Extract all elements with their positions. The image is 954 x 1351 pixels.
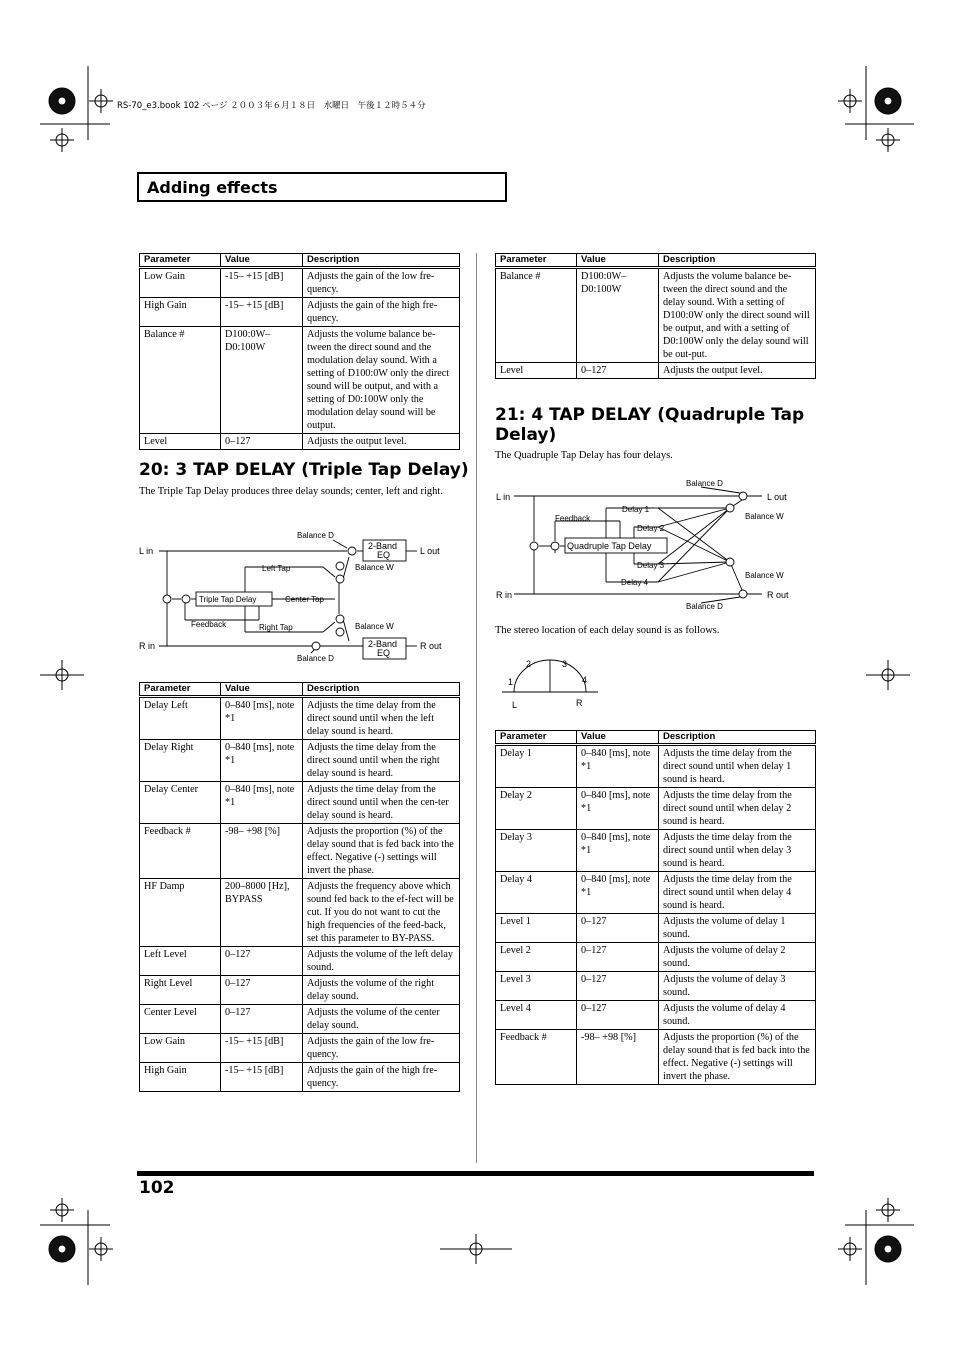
footer-rule [137, 1171, 814, 1176]
header-parameter: Parameter [140, 683, 221, 697]
label-delay-3: Delay 3 [637, 561, 665, 570]
cell-description: Adjusts the output level. [303, 434, 460, 450]
cell-parameter: Balance # [496, 268, 577, 363]
cell-value: -15– +15 [dB] [221, 298, 303, 327]
table-row [496, 788, 816, 830]
table-row [496, 1030, 816, 1085]
stereo-label-r: R [576, 698, 583, 708]
label-right-tap: Right Tap [259, 623, 293, 632]
triple-tap-delay-diagram [137, 527, 459, 667]
header-parameter: Parameter [496, 731, 577, 745]
label-triple-tap-delay: Triple Tap Delay [199, 595, 257, 604]
cell-parameter: Balance # [140, 327, 221, 434]
section-21-title: 21: 4 TAP DELAY (Quadruple Tap Delay) [495, 405, 805, 445]
label-balance-d-bottom-quad: Balance D [686, 602, 723, 611]
cell-parameter: Level 4 [496, 1001, 577, 1030]
cell-parameter: Delay 3 [496, 830, 577, 872]
cell-parameter: Low Gain [140, 1034, 221, 1063]
cell-description: Adjusts the output level. [659, 363, 816, 379]
cell-value: 0–127 [221, 976, 303, 1005]
cell-description: Adjusts the proportion (%) of the delay sound that is fed back into the effect. Negative (-) settings will invert the phase. [659, 1030, 816, 1085]
stereo-label-2: 2 [526, 659, 532, 669]
cell-parameter: Delay 1 [496, 745, 577, 788]
cell-description: Adjusts the volume of the left delay sound. [303, 947, 460, 976]
cell-value: D100:0W–D0:100W [577, 268, 659, 363]
label-balance-d-top: Balance D [297, 531, 334, 540]
cell-description: Adjusts the proportion (%) of the delay sound that is fed back into the effect. Negative (-) settings will invert the phase. [303, 824, 460, 879]
table-row [496, 943, 816, 972]
page-number: 102 [139, 1178, 175, 1198]
label-r-out-quad: R out [767, 590, 789, 600]
cell-parameter: Feedback # [496, 1030, 577, 1085]
table-row [140, 327, 460, 434]
table-row [496, 1001, 816, 1030]
cell-value: D100:0W–D0:100W [221, 327, 303, 434]
cell-description: Adjusts the time delay from the direct sound until when the left delay sound is heard. [303, 697, 460, 740]
cell-description: Adjusts the gain of the low fre-quency. [303, 1034, 460, 1063]
table-row [496, 745, 816, 788]
cell-value: 0–840 [ms], note *1 [221, 697, 303, 740]
cell-description: Adjusts the time delay from the direct sound until when delay 3 sound is heard. [659, 830, 816, 872]
parameter-table-continued-right [495, 253, 816, 379]
header-value: Value [577, 254, 659, 268]
table-row [140, 782, 460, 824]
header-description: Description [659, 731, 816, 745]
label-delay-1: Delay 1 [622, 505, 650, 514]
cell-value: 0–127 [577, 972, 659, 1001]
parameter-table-quadruple-tap-delay [495, 730, 816, 1085]
cell-parameter: Right Level [140, 976, 221, 1005]
cell-parameter: Delay Left [140, 697, 221, 740]
cell-description: Adjusts the time delay from the direct sound until when the cen-ter delay sound is heard. [303, 782, 460, 824]
label-balance-w-top-quad: Balance W [745, 512, 784, 521]
cell-value: 0–127 [577, 914, 659, 943]
cell-value: 0–840 [ms], note *1 [577, 788, 659, 830]
header-description: Description [303, 683, 460, 697]
cell-parameter: Center Level [140, 1005, 221, 1034]
cell-parameter: Delay 2 [496, 788, 577, 830]
label-eq-bottom-1: 2-Band [368, 639, 398, 649]
cell-parameter: Low Gain [140, 268, 221, 298]
label-r-in-quad: R in [496, 590, 513, 600]
stereo-label-1: 1 [508, 677, 514, 687]
label-eq-bottom-2: EQ [377, 648, 391, 658]
table-row [140, 824, 460, 879]
section-title: Adding effects [147, 178, 278, 197]
table-row [496, 914, 816, 943]
cell-value: -98– +98 [%] [577, 1030, 659, 1085]
cell-description: Adjusts the time delay from the direct sound until when the right delay sound is heard. [303, 740, 460, 782]
cell-description: Adjusts the time delay from the direct sound until when delay 2 sound is heard. [659, 788, 816, 830]
parameter-table-continued-left [139, 253, 460, 450]
label-l-out: L out [420, 546, 440, 556]
cell-value: -98– +98 [%] [221, 824, 303, 879]
cell-value: -15– +15 [dB] [221, 1034, 303, 1063]
cell-parameter: Delay Right [140, 740, 221, 782]
cell-description: Adjusts the gain of the low fre-quency. [303, 268, 460, 298]
table-row [140, 268, 460, 298]
stereo-label-l: L [512, 700, 518, 710]
cell-value: 0–840 [ms], note *1 [577, 872, 659, 914]
table-row [140, 434, 460, 450]
cell-description: Adjusts the time delay from the direct sound until when delay 1 sound is heard. [659, 745, 816, 788]
stereo-location-diagram [500, 652, 610, 714]
cell-description: Adjusts the volume balance be-tween the direct sound and the delay sound. With a setting of D100:0W only the direct sound will be output, and with a setting of D0:100W only the delay sound will be out-put. [659, 268, 816, 363]
cell-value: 0–127 [221, 947, 303, 976]
cell-description: Adjusts the volume of the center delay sound. [303, 1005, 460, 1034]
header-parameter: Parameter [140, 254, 221, 268]
table-row [140, 740, 460, 782]
label-feedback: Feedback [191, 620, 227, 629]
label-eq-top-1: 2-Band [368, 541, 398, 551]
cell-value: 0–127 [577, 943, 659, 972]
table-row [140, 1063, 460, 1092]
cell-parameter: Left Level [140, 947, 221, 976]
table-row [140, 947, 460, 976]
cell-description: Adjusts the gain of the high fre-quency. [303, 298, 460, 327]
label-feedback-quad: Feedback [555, 514, 591, 523]
parameter-table-triple-tap-delay [139, 682, 460, 1092]
table-header-row [140, 683, 460, 697]
cell-description: Adjusts the volume of the right delay sound. [303, 976, 460, 1005]
label-quadruple-tap-delay: Quadruple Tap Delay [567, 541, 652, 551]
section-header-box [137, 172, 507, 202]
table-row [496, 872, 816, 914]
cell-value: 0–127 [577, 1001, 659, 1030]
label-center-tap: Center Tap [285, 595, 324, 604]
cell-parameter: Level 2 [496, 943, 577, 972]
cell-value: 0–127 [577, 363, 659, 379]
cell-description: Adjusts the time delay from the direct sound until when delay 4 sound is heard. [659, 872, 816, 914]
label-l-in-quad: L in [496, 492, 511, 502]
table-row [140, 697, 460, 740]
cell-parameter: Level [140, 434, 221, 450]
cell-parameter: HF Damp [140, 879, 221, 947]
header-value: Value [577, 731, 659, 745]
label-r-out: R out [420, 641, 442, 651]
label-l-in: L in [139, 546, 154, 556]
header-description: Description [303, 254, 460, 268]
label-delay-2: Delay 2 [637, 524, 665, 533]
column-divider [476, 253, 477, 1163]
cell-description: Adjusts the volume of delay 2 sound. [659, 943, 816, 972]
table-row [140, 1005, 460, 1034]
cell-parameter: High Gain [140, 1063, 221, 1092]
cell-parameter: Delay Center [140, 782, 221, 824]
cell-description: Adjusts the volume of delay 3 sound. [659, 972, 816, 1001]
label-left-tap: Left Tap [262, 564, 291, 573]
print-header: RS-70_e3.book 102 ページ ２００３年６月１８日 水曜日 午後１２時５４分 [117, 101, 426, 111]
cell-parameter: Level 1 [496, 914, 577, 943]
table-row [496, 830, 816, 872]
table-row [496, 363, 816, 379]
cell-description: Adjusts the frequency above which sound fed back to the ef-fect will be cut. If you do not want to cut the high frequencies of the feed-back, set this parameter to BY-PASS. [303, 879, 460, 947]
cell-description: Adjusts the volume balance be-tween the direct sound and the modulation delay sound. With a setting of D100:0W only the direct sound will be output, and with a setting of D0:100W only the modulation delay sound will be output. [303, 327, 460, 434]
cell-value: -15– +15 [dB] [221, 1063, 303, 1092]
cell-value: -15– +15 [dB] [221, 268, 303, 298]
quadruple-tap-delay-diagram [494, 475, 816, 615]
label-eq-top-2: EQ [377, 550, 391, 560]
table-row [140, 298, 460, 327]
table-header-row [140, 254, 460, 268]
table-row [140, 1034, 460, 1063]
label-l-out-quad: L out [767, 492, 787, 502]
table-row [496, 972, 816, 1001]
cell-value: 0–840 [ms], note *1 [221, 782, 303, 824]
label-balance-d-bottom: Balance D [297, 654, 334, 663]
cell-parameter: High Gain [140, 298, 221, 327]
section-20-title: 20: 3 TAP DELAY (Triple Tap Delay) [139, 460, 469, 480]
cell-description: Adjusts the gain of the high fre-quency. [303, 1063, 460, 1092]
label-balance-w-bottom-quad: Balance W [745, 571, 784, 580]
cell-value: 0–127 [221, 434, 303, 450]
cell-parameter: Feedback # [140, 824, 221, 879]
stereo-label-4: 4 [582, 675, 588, 685]
table-header-row [496, 731, 816, 745]
table-row [140, 879, 460, 947]
cell-value: 200–8000 [Hz], BYPASS [221, 879, 303, 947]
header-parameter: Parameter [496, 254, 577, 268]
section-20-intro: The Triple Tap Delay produces three delay sounds; center, left and right. [139, 486, 443, 497]
header-description: Description [659, 254, 816, 268]
cell-value: 0–840 [ms], note *1 [221, 740, 303, 782]
label-balance-d-top-quad: Balance D [686, 479, 723, 488]
cell-parameter: Level 3 [496, 972, 577, 1001]
cell-value: 0–127 [221, 1005, 303, 1034]
table-header-row [496, 254, 816, 268]
table-row [140, 976, 460, 1005]
label-balance-w-top: Balance W [355, 563, 394, 572]
cell-value: 0–840 [ms], note *1 [577, 745, 659, 788]
cell-description: Adjusts the volume of delay 4 sound. [659, 1001, 816, 1030]
cell-value: 0–840 [ms], note *1 [577, 830, 659, 872]
label-delay-4: Delay 4 [621, 578, 649, 587]
label-r-in: R in [139, 641, 156, 651]
table-row [496, 268, 816, 363]
section-21-intro: The Quadruple Tap Delay has four delays. [495, 450, 673, 461]
stereo-label-3: 3 [562, 659, 568, 669]
cell-parameter: Delay 4 [496, 872, 577, 914]
cell-description: Adjusts the volume of delay 1 sound. [659, 914, 816, 943]
stereo-location-text: The stereo location of each delay sound is as follows. [495, 625, 720, 636]
label-balance-w-bottom: Balance W [355, 622, 394, 631]
header-value: Value [221, 254, 303, 268]
cell-parameter: Level [496, 363, 577, 379]
header-value: Value [221, 683, 303, 697]
